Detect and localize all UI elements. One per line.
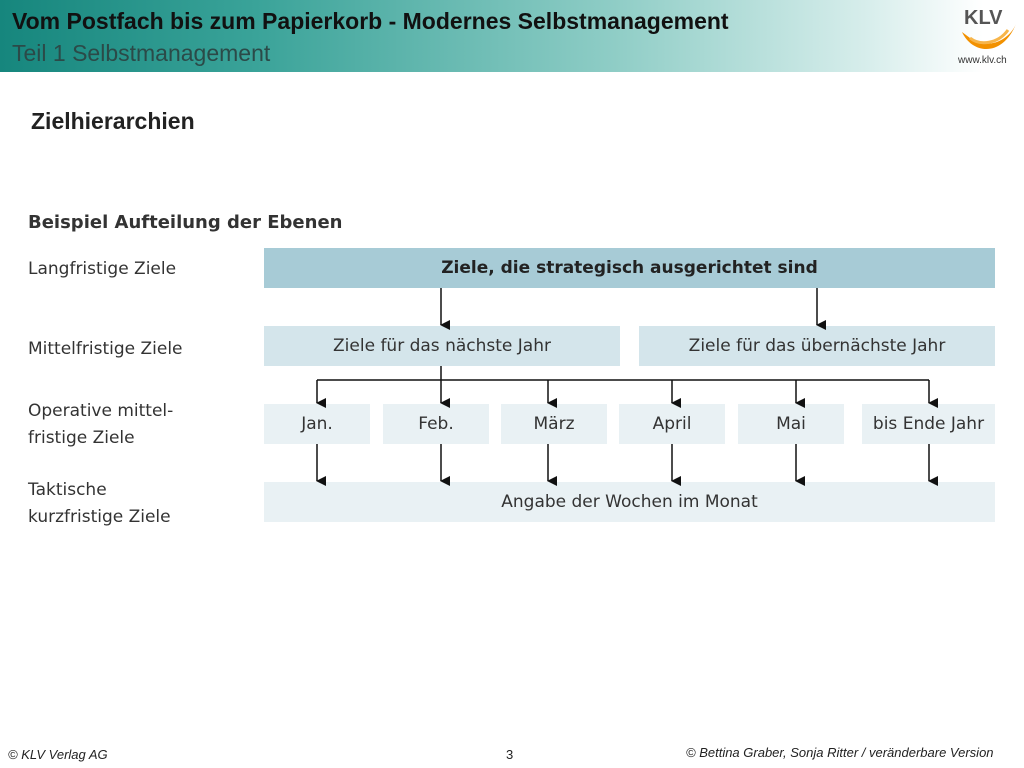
next-year-goals-box: Ziele für das nächste Jahr xyxy=(264,326,620,366)
level-label-operative: Operative mittel- fristige Ziele xyxy=(28,401,174,448)
weeks-in-month-box: Angabe der Wochen im Monat xyxy=(264,482,995,522)
logo-url: www.klv.ch xyxy=(958,55,1007,66)
footer-authors: © Bettina Graber, Sonja Ritter / veränderbare Version xyxy=(686,745,994,760)
level-label-tactical: Taktische kurzfristige Ziele xyxy=(28,480,171,527)
level-label-long-term: Langfristige Ziele xyxy=(28,259,177,279)
long-term-goals-box: Ziele, die strategisch ausgerichtet sind xyxy=(264,248,995,288)
footer-page-number: 3 xyxy=(506,747,514,762)
month-box-jan: Jan. xyxy=(264,404,370,444)
month-box-mai: Mai xyxy=(738,404,844,444)
month-box-april: April xyxy=(619,404,725,444)
diagram-heading: Beispiel Aufteilung der Ebenen xyxy=(28,212,343,233)
svg-text:KLV: KLV xyxy=(964,7,1003,29)
year-after-next-goals-box: Ziele für das übernächste Jahr xyxy=(639,326,995,366)
presentation-subtitle: Teil 1 Selbstmanagement xyxy=(12,40,271,66)
month-box-rest-of-year: bis Ende Jahr xyxy=(862,404,995,444)
presentation-title: Vom Postfach bis zum Papierkorb - Modernes Selbstmanagement xyxy=(12,8,729,34)
footer-publisher: © KLV Verlag AG xyxy=(8,747,108,762)
month-box-feb: Feb. xyxy=(383,404,489,444)
month-box-maerz: März xyxy=(501,404,607,444)
section-title: Zielhierarchien xyxy=(31,108,195,134)
header-banner xyxy=(0,0,1024,72)
level-label-mid-term: Mittelfristige Ziele xyxy=(28,339,183,359)
